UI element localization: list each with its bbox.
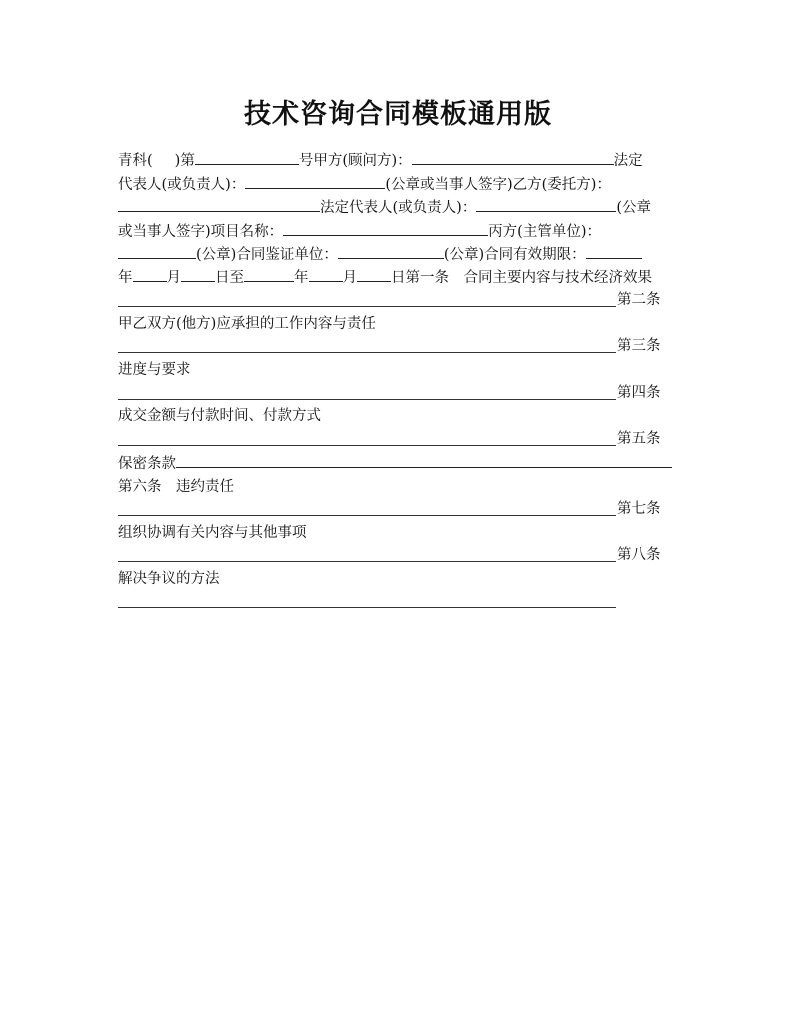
blank-field[interactable] [357, 267, 391, 282]
text: 日至 [215, 270, 244, 286]
header-line-6 [118, 267, 680, 288]
blank-line[interactable] [118, 352, 616, 353]
document-title: 技术咨询合同模板通用版 [244, 99, 552, 130]
article-6-label: 第六条 违约责任 [118, 479, 234, 495]
text: (公章或当事人签字)乙方(委托方)： [385, 177, 611, 193]
text: 年 [294, 270, 309, 286]
blank-field[interactable] [586, 244, 642, 259]
blank-field[interactable] [181, 267, 215, 282]
text: 月 [342, 270, 357, 286]
blank-field[interactable] [338, 244, 444, 259]
article-3-body: 进度与要求 [118, 362, 191, 378]
blank-line[interactable] [118, 561, 616, 562]
article-2-label: 第二条 [617, 292, 661, 308]
blank-line[interactable] [118, 515, 616, 516]
text: 保密条款 [118, 456, 176, 472]
blank-field[interactable] [176, 453, 672, 468]
blank-field[interactable] [245, 174, 385, 189]
header-line-4 [118, 221, 680, 242]
blank-line[interactable] [118, 607, 616, 608]
article-5-body [118, 453, 680, 474]
article-7-label: 第七条 [617, 501, 661, 517]
blank-field[interactable] [283, 221, 488, 236]
text: 号甲方(顾问方)： [298, 153, 412, 169]
text: 丙方(主管单位)： [488, 224, 601, 240]
blank-field[interactable] [195, 150, 299, 165]
article-4-body: 成交金额与付款时间、付款方式 [118, 408, 321, 424]
blank-line[interactable] [118, 306, 616, 307]
article-5-label: 第五条 [617, 431, 661, 447]
article-3-label: 第三条 [617, 338, 661, 354]
text: 青科( [118, 153, 153, 169]
article-8-label: 第八条 [617, 547, 661, 563]
header-line-5 [118, 244, 680, 265]
text: 或当事人签字)项目名称： [118, 224, 284, 240]
blank-field[interactable] [309, 267, 343, 282]
text: 代表人(或负责人)： [118, 177, 246, 193]
blank-line[interactable] [118, 399, 616, 400]
blank-field[interactable] [412, 150, 614, 165]
text: (公章)合同有效期限： [443, 247, 586, 263]
blank-line[interactable] [118, 445, 616, 446]
blank-field[interactable] [118, 197, 320, 212]
text: 年 [118, 270, 133, 286]
header-line-1 [118, 150, 680, 171]
article-2-body: 甲乙双方(他方)应承担的工作内容与责任 [118, 316, 376, 332]
article-4-label: 第四条 [617, 385, 661, 401]
article-8-body: 解决争议的方法 [118, 571, 220, 587]
text: 法定代表人(或负责人)： [320, 200, 477, 216]
text: 月 [166, 270, 181, 286]
blank-field[interactable] [133, 267, 167, 282]
text: (公章)合同鉴证单位： [196, 247, 338, 263]
header-line-2 [118, 174, 680, 195]
article-7-body: 组织协调有关内容与其他事项 [118, 525, 307, 541]
text: (公章 [616, 200, 651, 216]
text: )第 [174, 153, 195, 169]
text: 日第一条 合同主要内容与技术经济效果 [391, 270, 652, 286]
blank-field[interactable] [244, 267, 294, 282]
blank-field[interactable] [476, 197, 616, 212]
blank-field[interactable] [118, 244, 196, 259]
header-line-3 [118, 197, 680, 218]
text: 法定 [613, 153, 643, 169]
